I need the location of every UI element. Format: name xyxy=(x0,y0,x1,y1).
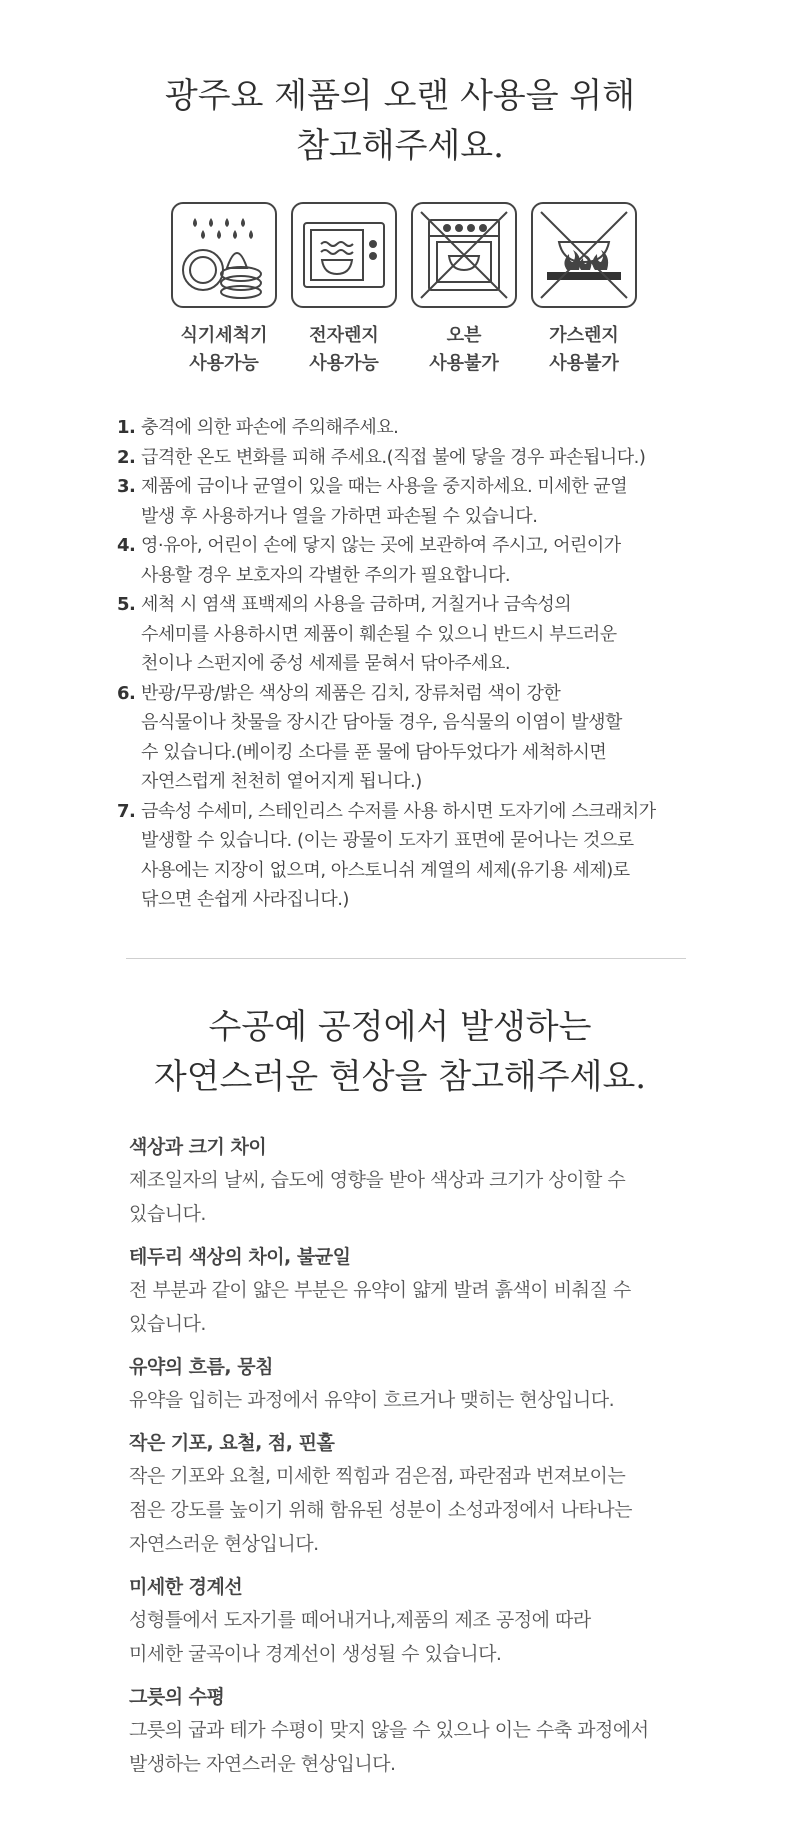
phenomenon-heading: 색상과 크기 차이 xyxy=(129,1136,267,1158)
text-line: 점은 강도를 높이기 위해 함유된 성분이 소성과정에서 나타나는 xyxy=(129,1499,632,1521)
phenomenon-heading: 작은 기포, 요철, 점, 핀홀 xyxy=(129,1432,335,1454)
text-line: 수 있습니다.(베이킹 소다를 푼 물에 담아두었다가 세척하시면 xyxy=(141,741,607,763)
text-line: 제품에 금이나 균열이 있을 때는 사용을 중지하세요. 미세한 균열 xyxy=(141,476,628,497)
list-item-text xyxy=(141,413,398,443)
text-line: 자연스럽게 천천히 옅어지게 됩니다.) xyxy=(141,771,422,792)
list-item-number: 6. xyxy=(117,682,136,704)
phenomenon-description xyxy=(129,1713,709,1781)
text-line: 발생하는 자연스러운 현상입니다. xyxy=(129,1753,396,1775)
usage-item-microwave xyxy=(290,202,398,378)
text-line: 수세미를 사용하시면 제품이 훼손될 수 있으니 반드시 부드러운 xyxy=(141,623,617,645)
list-item xyxy=(129,1351,709,1417)
text-line: 발생할 수 있습니다. (이는 광물이 도자기 표면에 묻어나는 것으로 xyxy=(141,830,634,851)
text-line: 반광/무광/밝은 색상의 제품은 김치, 장류처럼 색이 강한 xyxy=(141,682,561,704)
usage-item-dishwasher xyxy=(170,202,278,378)
usage-label-line: 식기세척기 xyxy=(180,325,268,346)
text-line: 충격에 의한 파손에 주의해주세요. xyxy=(141,417,399,438)
text-line: 있습니다. xyxy=(129,1313,206,1335)
phenomenon-description xyxy=(129,1603,709,1671)
list-item-text xyxy=(141,679,622,797)
phenomenon-description xyxy=(129,1273,709,1341)
text-line: 있습니다. xyxy=(129,1203,206,1225)
dishwasher-icon xyxy=(171,202,277,308)
list-item xyxy=(117,797,687,915)
list-item-text xyxy=(141,531,621,590)
list-item xyxy=(129,1571,709,1671)
list-item xyxy=(129,1681,709,1781)
list-item xyxy=(129,1241,709,1341)
usage-item-gas-stove xyxy=(530,202,638,378)
usage-label-dishwasher xyxy=(181,322,268,378)
list-item-number: 3. xyxy=(117,476,136,497)
list-item xyxy=(117,590,687,679)
text-line: 자연스러운 현상입니다. xyxy=(129,1533,319,1555)
phenomena-title-line: 자연스러운 현상을 참고해주세요. xyxy=(153,1057,647,1097)
text-line: 사용할 경우 보호자의 각별한 주의가 필요합니다. xyxy=(141,564,511,586)
section-divider xyxy=(126,958,686,959)
list-item xyxy=(117,472,687,531)
text-line: 음식물이나 찻물을 장시간 담아둘 경우, 음식물의 이염이 발생할 xyxy=(141,712,622,733)
usage-label-line: 전자렌지 xyxy=(309,325,379,346)
phenomena-title-line: 수공예 공정에서 발생하는 xyxy=(208,1007,592,1047)
text-line: 금속성 수세미, 스테인리스 수저를 사용 하시면 도자기에 스크래치가 xyxy=(141,800,656,822)
text-line: 제조일자의 날씨, 습도에 영향을 받아 색상과 크기가 상이할 수 xyxy=(129,1169,626,1191)
usage-label-line: 오븐 xyxy=(446,325,482,346)
list-item xyxy=(129,1131,709,1231)
text-line: 유약을 입히는 과정에서 유약이 흐르거나 맺히는 현상입니다. xyxy=(129,1389,615,1411)
text-line: 영·유아, 어린이 손에 닿지 않는 곳에 보관하여 주시고, 어린이가 xyxy=(141,535,621,556)
list-item-number: 1. xyxy=(117,417,136,438)
usage-label-oven xyxy=(429,322,499,378)
usage-item-oven xyxy=(410,202,518,378)
list-item-text xyxy=(141,590,617,679)
usage-label-line: 가스렌지 xyxy=(549,325,619,346)
list-item xyxy=(129,1427,709,1561)
oven-prohibited-icon xyxy=(411,202,517,308)
gas-stove-prohibited-icon xyxy=(531,202,637,308)
phenomenon-heading: 유약의 흐름, 뭉침 xyxy=(129,1356,273,1378)
phenomenon-description xyxy=(129,1383,709,1417)
phenomenon-description xyxy=(129,1459,709,1561)
phenomenon-heading: 테두리 색상의 차이, 불균일 xyxy=(129,1246,351,1268)
text-line: 사용에는 지장이 없으며, 아스토니쉬 계열의 세제(유기용 세제)로 xyxy=(141,859,630,881)
text-line: 발생 후 사용하거나 열을 가하면 파손될 수 있습니다. xyxy=(141,505,538,527)
list-item-text xyxy=(141,472,627,531)
usage-label-line: 사용불가 xyxy=(429,353,499,374)
usage-label-line: 사용불가 xyxy=(549,353,619,374)
text-line: 닦으면 손쉽게 사라집니다.) xyxy=(141,889,349,910)
text-line: 성형틀에서 도자기를 떼어내거나,제품의 제조 공정에 따라 xyxy=(129,1609,591,1631)
phenomenon-heading: 미세한 경계선 xyxy=(129,1576,243,1598)
list-item-text xyxy=(141,797,656,915)
text-line: 그릇의 굽과 테가 수평이 맞지 않을 수 있으나 이는 수축 과정에서 xyxy=(129,1719,649,1741)
list-item-text xyxy=(141,443,645,473)
microwave-icon xyxy=(291,202,397,308)
usage-label-microwave xyxy=(309,322,379,378)
text-line: 급격한 온도 변화를 피해 주세요.(직접 불에 닿을 경우 파손됩니다.) xyxy=(141,446,646,468)
list-item-number: 2. xyxy=(117,446,136,468)
care-title xyxy=(0,71,800,171)
usage-label-line: 사용가능 xyxy=(189,353,259,374)
phenomena-title xyxy=(0,1002,800,1102)
care-notice-list xyxy=(117,413,687,915)
text-line: 전 부분과 같이 얇은 부분은 유약이 얇게 발려 흙색이 비춰질 수 xyxy=(129,1279,631,1301)
list-item xyxy=(117,531,687,590)
list-item xyxy=(117,443,687,473)
text-line: 세척 시 염색 표백제의 사용을 금하며, 거칠거나 금속성의 xyxy=(141,594,572,615)
usage-icons xyxy=(170,202,638,378)
phenomenon-description xyxy=(129,1163,709,1231)
care-title-line: 참고해주세요. xyxy=(296,126,504,166)
list-item xyxy=(117,679,687,797)
text-line: 작은 기포와 요철, 미세한 찍힘과 검은점, 파란점과 번져보이는 xyxy=(129,1465,626,1487)
text-line: 미세한 굴곡이나 경계선이 생성될 수 있습니다. xyxy=(129,1643,502,1665)
usage-label-line: 사용가능 xyxy=(309,353,379,374)
list-item-number: 5. xyxy=(117,594,136,615)
list-item-number: 7. xyxy=(117,800,136,822)
list-item xyxy=(117,413,687,443)
care-title-line: 광주요 제품의 오랜 사용을 위해 xyxy=(164,76,636,116)
text-line: 천이나 스펀지에 중성 세제를 묻혀서 닦아주세요. xyxy=(141,653,511,674)
list-item-number: 4. xyxy=(117,535,136,556)
usage-label-gas-stove xyxy=(549,322,619,378)
phenomena-list xyxy=(129,1131,709,1791)
phenomenon-heading: 그릇의 수평 xyxy=(129,1686,225,1708)
